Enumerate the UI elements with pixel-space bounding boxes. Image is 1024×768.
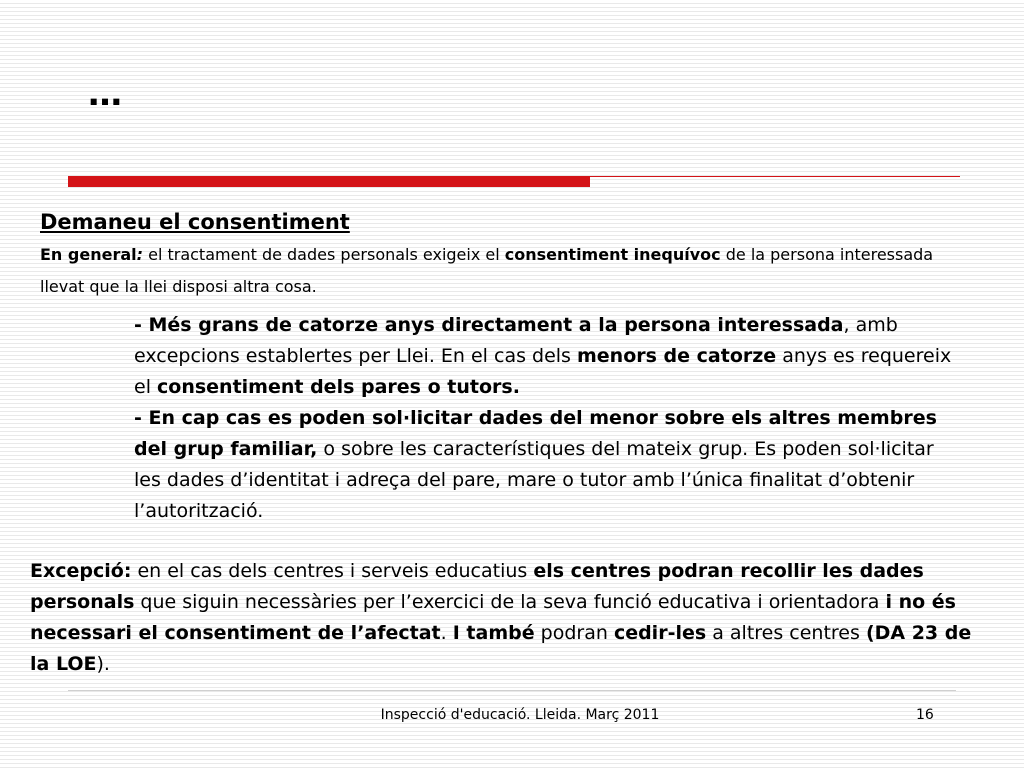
exception-bold-3: I també [452, 622, 535, 644]
exception-bold-4: cedir-les [613, 622, 707, 644]
exception-text-3: . [440, 622, 453, 644]
exception-text-2: que siguin necessàries per l’exercici de la seva funció educativa i orientadora [134, 591, 886, 613]
consent-section [40, 205, 980, 303]
exception-bold-5: (DA 23 de la LOE [30, 622, 972, 675]
bullet-over-fourteen [134, 310, 964, 403]
bullet1-text-1: , amb excepcions establertes per Llei. En el cas dels [134, 314, 898, 367]
bullet1-bold-1: - Més grans de catorze anys directament a la persona interessada [134, 314, 844, 336]
bullet1-bold-2: menors de catorze [577, 345, 777, 367]
exception-text-4: podran [534, 622, 614, 644]
general-colon: : [136, 245, 144, 264]
general-paragraph [40, 239, 980, 303]
title-underline-bar [68, 176, 590, 187]
general-text-1: el tractament de dades personals exigeix el [143, 245, 505, 264]
bullet2-bold-1: - En cap cas es poden sol·licitar dades del menor sobre els altres membres del grup familiar, [134, 407, 937, 460]
exception-text-1: en el cas dels centres i serveis educatius [131, 560, 534, 582]
exception-paragraph [30, 556, 990, 680]
exception-text-5: a altres centres [706, 622, 866, 644]
title-underline-line [590, 176, 960, 177]
section-heading: Demaneu el consentiment [40, 210, 350, 234]
exception-bold-1: els centres podran recollir les dades personals [30, 560, 924, 613]
page-number: 16 [916, 707, 934, 723]
general-bold-1: consentiment inequívoc [504, 245, 721, 264]
footer-divider [68, 690, 956, 691]
general-label: En general [40, 245, 137, 264]
slide-title: … [88, 74, 123, 114]
footer-caption: Inspecció d'educació. Lleida. Març 2011 [380, 707, 660, 723]
bullet-family-data [134, 403, 964, 527]
bullet2-text-1: o sobre les característiques del mateix grup. Es poden sol·licitar les dades d’identitat i adreça del pare, mare o tutor amb l’única finalitat d’obtenir l’autorització. [134, 438, 934, 522]
age-rules-list [134, 310, 964, 527]
exception-bold-2: i no és necessari el consentiment de l’afectat [30, 591, 956, 644]
exception-label: Excepció: [30, 560, 132, 582]
bullet1-text-2: anys es requereix el [134, 345, 952, 398]
general-text-2: de la persona interessada llevat que la llei disposi altra cosa. [40, 245, 934, 296]
exception-text-6: ). [96, 653, 110, 675]
bullet1-bold-3: consentiment dels pares o tutors. [157, 376, 520, 398]
